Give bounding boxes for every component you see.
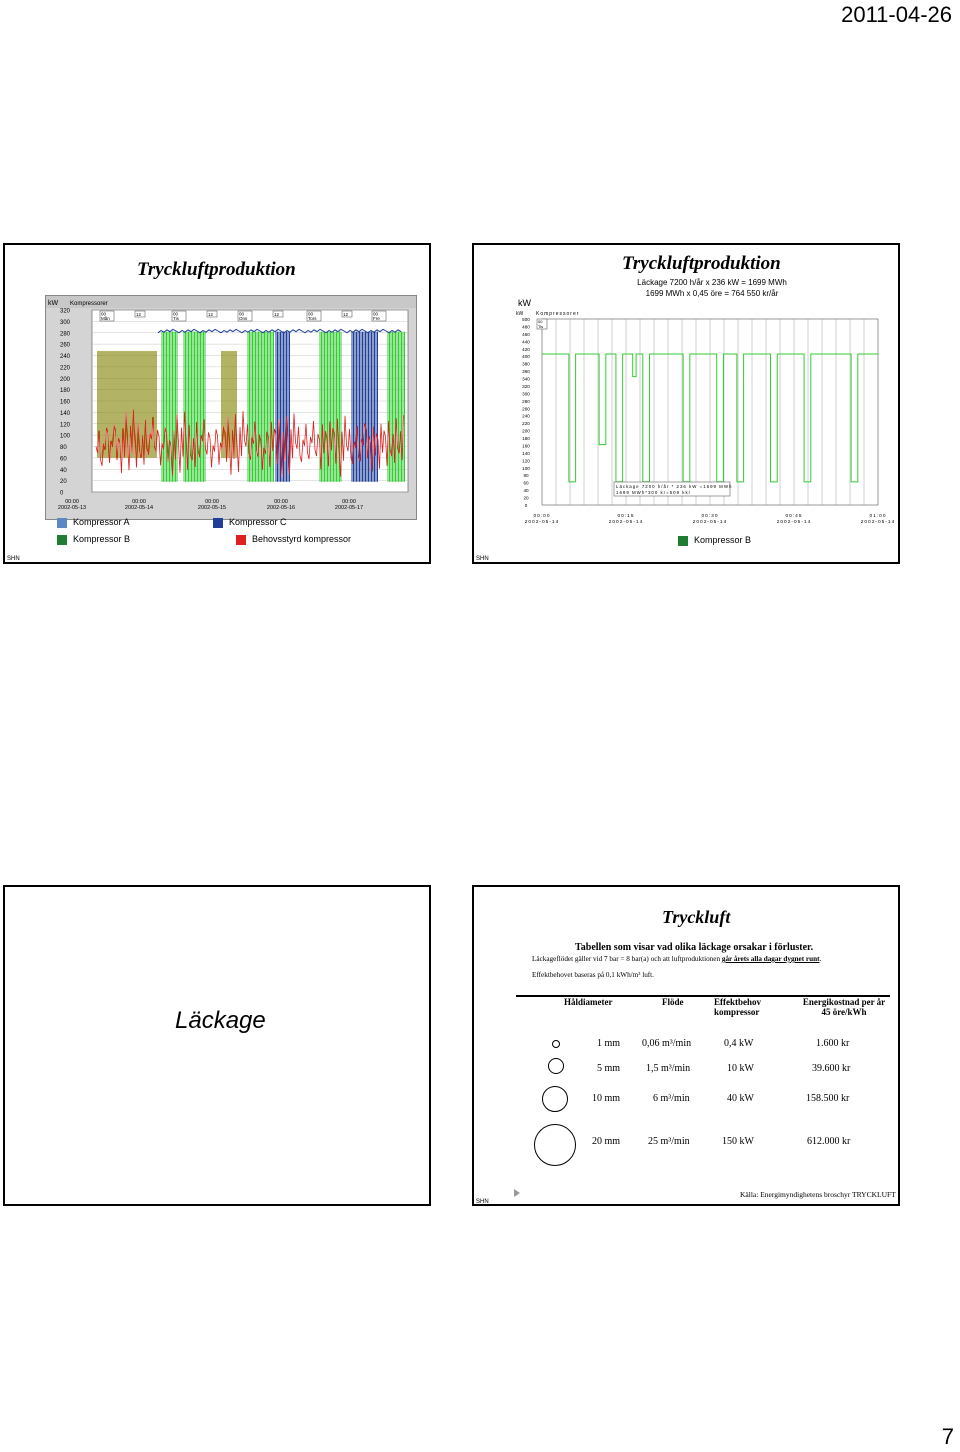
y-tick-label: 260 bbox=[522, 406, 530, 412]
day-tag-day: Ons bbox=[239, 316, 248, 321]
x-tick-time: 00:45 bbox=[785, 514, 803, 519]
day-tag-day: Mån bbox=[101, 316, 110, 321]
slide-2-subtitle-1: Läckage 7200 h/år x 236 kW = 1699 MWh bbox=[637, 278, 787, 287]
slide-4-text-1: Läckageflödet gäller vid 7 bar = 8 bar(a) och att luftproduktionen går årets alla dagar dygnet runt. bbox=[532, 955, 822, 963]
y-tick-label: 460 bbox=[522, 331, 530, 337]
y-tick-label: 180 bbox=[522, 436, 530, 442]
y-tick-label: 440 bbox=[522, 339, 530, 345]
y-tick-label: 320 bbox=[522, 383, 530, 389]
legend-item-a: Kompressor A bbox=[57, 517, 130, 528]
slide-3 bbox=[3, 885, 431, 1206]
time-tag: 12 bbox=[136, 312, 142, 317]
legend-swatch-behovsstyrd bbox=[236, 535, 246, 545]
y-tick-label: 20 bbox=[523, 495, 529, 501]
y-tick-label: 120 bbox=[522, 458, 530, 464]
y-tick-label: 280 bbox=[60, 331, 71, 338]
x-tick-date: 2002-05-13 bbox=[57, 505, 87, 511]
y-tick-label: 200 bbox=[522, 428, 530, 434]
y-tick-label: 240 bbox=[522, 413, 530, 419]
x-tick-time: 00:30 bbox=[701, 514, 719, 519]
slide-3-text: Läckage bbox=[175, 1007, 266, 1034]
slide-1-title: Tryckluftproduktion bbox=[137, 259, 296, 280]
hole-1mm-icon bbox=[552, 1040, 560, 1048]
slide-2-title: Tryckluftproduktion bbox=[622, 253, 781, 274]
col-haldiameter: Håldiameter bbox=[564, 997, 613, 1007]
y-tick-label: 140 bbox=[522, 450, 530, 456]
y-tick-label: 100 bbox=[522, 465, 530, 471]
hourly-chart-note-2: 1699 MWh*300 kr=509 kkr bbox=[616, 490, 692, 495]
slide-4-text-2: Effektbehovet baseras på 0,1 kWh/m³ luft. bbox=[532, 971, 654, 979]
daily-chart-header: Kompressorer bbox=[70, 301, 108, 307]
day-tag-time: 00 bbox=[101, 311, 107, 317]
page-number: 7 bbox=[941, 1424, 954, 1449]
y-tick-label: 240 bbox=[60, 354, 71, 360]
col-effektbehov: Effektbehov kompressor bbox=[714, 997, 761, 1017]
y-tick-label: 420 bbox=[522, 346, 530, 352]
daily-chart bbox=[46, 296, 416, 519]
slide-4-title: Tryckluft bbox=[662, 907, 731, 927]
x-tick-date: 2002-05-14 bbox=[524, 520, 560, 525]
y-tick-label: 500 bbox=[522, 317, 530, 322]
day-tag-time: 00 bbox=[239, 311, 245, 317]
x-tick-time: 00:00 bbox=[274, 499, 288, 505]
legend-swatch-c bbox=[213, 518, 223, 528]
y-tick-label: 140 bbox=[60, 410, 71, 417]
hourly-chart-header: Kompressorer bbox=[536, 311, 580, 317]
x-tick-date: 2002-05-14 bbox=[124, 505, 154, 511]
y-tick-label: 160 bbox=[522, 443, 530, 449]
y-tick-label: 0 bbox=[524, 503, 528, 508]
y-tick-label: 40 bbox=[523, 488, 529, 494]
y-tick-label: 80 bbox=[60, 445, 67, 451]
slide-4-heading: Tabellen som visar vad olika läckage orsakar i förluster. bbox=[575, 942, 814, 953]
x-tick-time: 01:00 bbox=[869, 514, 887, 519]
x-tick-date: 2002-05-14 bbox=[776, 520, 812, 525]
x-tick-date: 2002-05-14 bbox=[692, 520, 728, 525]
y-tick-label: 340 bbox=[522, 376, 530, 382]
day-tag-day: Tis bbox=[173, 316, 179, 321]
y-tick-label: 20 bbox=[60, 479, 67, 486]
slide-4-bullet-arrow-icon bbox=[514, 1189, 520, 1197]
y-tick-label: 180 bbox=[60, 388, 71, 395]
y-tick-label: 300 bbox=[60, 319, 71, 326]
x-tick-date: 2002-05-14 bbox=[860, 520, 896, 525]
slide-1-footer: SHN bbox=[7, 556, 20, 562]
legend-swatch-kompressor-b bbox=[678, 536, 688, 546]
slide-4: Tryckluft Tabellen som visar vad olika läckage orsakar i förluster. Läckageflödet gäller vid 7 bar = 8 bar(a) och att luftproduktionen går årets alla dagar dygnet runt. Effektbehovet baseras på 0,1 kWh/m³ luft. Håldiameter Flöde Effektbehov kompressor Energikostnad per år 45 öre/kWh 1 mm 0,06 m³/min 0,4 kW 1.600 kr 5 mm 1,5 m³/min 10 kW 39.600 kr 10 mm 6 m³/min 40 kW 158.500 kr 20 mm 25 m³/min 150 kW 612.000 kr Källa: Energimyndighetens broschyr TRYCKLUFT SHN bbox=[472, 885, 900, 1206]
legend-item-b: Kompressor B bbox=[57, 534, 130, 545]
x-tick-date: 2002-05-16 bbox=[266, 505, 296, 511]
slide-4-source: Källa: Energimyndighetens broschyr TRYCKLUFT bbox=[740, 1190, 896, 1199]
y-tick-label: 200 bbox=[60, 376, 71, 383]
x-tick-time: 00:00 bbox=[205, 499, 219, 505]
hourly-chart-note-1: Läckage 7200 h/år * 236 kW =1699 MWh bbox=[616, 484, 733, 489]
y-tick-label: 220 bbox=[522, 421, 530, 427]
day-tag-time: 00 bbox=[373, 311, 379, 317]
day-tag-day: Fre bbox=[373, 316, 380, 321]
x-tick-time: 00:00 bbox=[65, 499, 79, 505]
slide-2-footer: SHN bbox=[476, 556, 489, 562]
y-tick-label: 220 bbox=[60, 365, 71, 372]
y-tick-label: 480 bbox=[522, 324, 530, 330]
x-tick-date: 2002-05-14 bbox=[608, 520, 644, 525]
y-tick-label: 380 bbox=[522, 361, 530, 367]
y-tick-label: 60 bbox=[60, 456, 67, 463]
legend-item-behovsstyrd: Behovsstyrd kompressor bbox=[236, 534, 351, 545]
hourly-chart-tag-1: Tis bbox=[538, 324, 544, 329]
time-tag: 12 bbox=[208, 312, 214, 317]
hourly-chart-unit: kW bbox=[516, 311, 524, 317]
y-tick-label: 100 bbox=[60, 433, 71, 440]
slide-1 bbox=[3, 243, 431, 564]
daily-chart-panel bbox=[45, 295, 417, 520]
slide-2-subtitle-2: 1699 MWh x 0,45 öre = 764 550 kr/år bbox=[645, 289, 779, 298]
y-tick-label: 280 bbox=[522, 398, 530, 404]
col-energikostnad: Energikostnad per år 45 öre/kWh bbox=[802, 997, 886, 1017]
slide-2 bbox=[472, 243, 900, 564]
daily-chart-unit: kW bbox=[48, 300, 59, 307]
x-tick-time: 00:00 bbox=[342, 499, 356, 505]
slide-4-footer: SHN bbox=[476, 1199, 489, 1205]
hole-10mm-icon bbox=[542, 1086, 568, 1112]
slide-2-kw-label: kW bbox=[518, 298, 531, 308]
x-tick-time: 00:00 bbox=[533, 514, 551, 519]
hourly-chart-tag-0: 00 bbox=[538, 319, 543, 324]
x-tick-date: 2002-05-17 bbox=[334, 505, 364, 511]
y-tick-label: 260 bbox=[60, 342, 71, 349]
hourly-chart bbox=[512, 307, 896, 529]
legend-item-kompressor-b: Kompressor B bbox=[678, 535, 751, 546]
page-date: 2011-04-26 bbox=[841, 2, 952, 27]
y-tick-label: 400 bbox=[522, 354, 530, 360]
legend-swatch-a bbox=[57, 518, 67, 528]
y-tick-label: 300 bbox=[522, 391, 530, 397]
day-tag-day: Tors bbox=[308, 316, 317, 321]
time-tag: 12 bbox=[274, 312, 280, 317]
legend-swatch-b bbox=[57, 535, 67, 545]
day-tag-time: 00 bbox=[308, 311, 314, 317]
legend-item-c: Kompressor C bbox=[213, 517, 287, 528]
time-tag: 12 bbox=[343, 312, 349, 317]
x-tick-time: 00:15 bbox=[617, 514, 635, 519]
y-tick-label: 360 bbox=[522, 369, 530, 375]
y-tick-label: 0 bbox=[60, 490, 64, 497]
hole-5mm-icon bbox=[548, 1058, 564, 1074]
y-tick-label: 120 bbox=[60, 422, 71, 429]
col-flode: Flöde bbox=[662, 997, 684, 1007]
x-tick-date: 2002-05-15 bbox=[197, 505, 227, 511]
y-tick-label: 160 bbox=[60, 399, 71, 406]
day-tag-time: 00 bbox=[173, 311, 179, 317]
hole-20mm-icon bbox=[534, 1124, 576, 1166]
y-tick-label: 40 bbox=[60, 467, 67, 474]
y-tick-label: 60 bbox=[523, 480, 529, 486]
y-tick-label: 320 bbox=[60, 308, 71, 315]
y-tick-label: 80 bbox=[523, 473, 529, 479]
x-tick-time: 00:00 bbox=[132, 499, 146, 505]
